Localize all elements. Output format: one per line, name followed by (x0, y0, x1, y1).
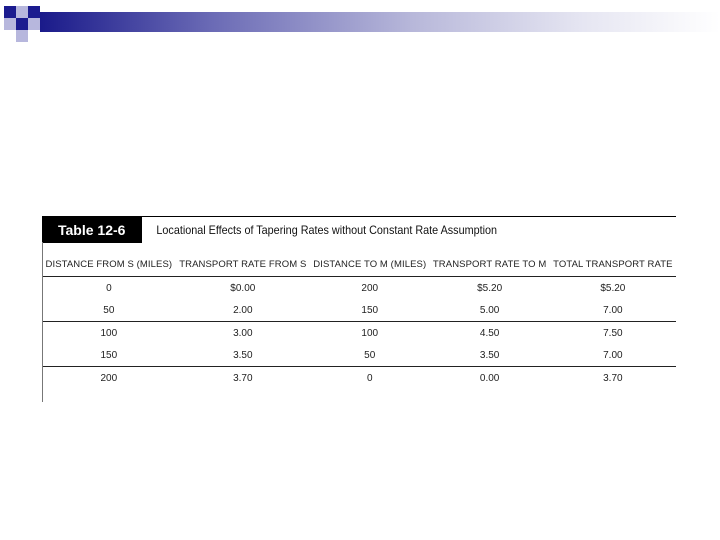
table-cell: 200 (361, 282, 379, 294)
table-cell: 100 (361, 327, 379, 339)
table-cell: 3.00 (233, 327, 253, 339)
table-cell: 50 (42, 299, 176, 322)
column-header: TOTAL TRANSPORT RATE (550, 255, 676, 277)
table-cell: 0 (366, 372, 373, 384)
column-header: DISTANCE FROM S (MILES) (42, 255, 176, 277)
table-cell: $5.20 (477, 282, 503, 294)
table-cell: 150 (310, 299, 430, 322)
decor-square-icon (28, 18, 40, 30)
decor-square-icon (28, 6, 40, 18)
table-cell: 3.70 (233, 372, 253, 384)
table-cell: 7.00 (550, 344, 676, 367)
table-title: Locational Effects of Tapering Rates without Constant Rate Assumption (156, 223, 498, 237)
table-cell: 5.00 (430, 299, 550, 322)
column-header: TRANSPORT RATE FROM S (176, 255, 310, 277)
decor-square-icon (16, 30, 28, 42)
decor-square-icon (16, 6, 28, 18)
table-cell: 3.50 (176, 344, 310, 367)
table-row (42, 277, 676, 300)
table-cell: 7.00 (550, 299, 676, 322)
table-cell: 2.00 (176, 299, 310, 322)
table-cell: 50 (310, 344, 430, 367)
table-number: Table 12-6 (42, 217, 142, 243)
data-table (42, 255, 676, 389)
table-row (42, 322, 676, 345)
table-figure (42, 216, 676, 402)
table-row (42, 367, 676, 390)
table-cell: 150 (42, 344, 176, 367)
table-cell: $5.20 (600, 282, 626, 294)
header-gradient-bar (40, 12, 720, 32)
table-cell: 0 (106, 282, 112, 294)
table-cell: 7.50 (603, 327, 623, 339)
table-cell: 4.50 (479, 327, 500, 339)
column-header: TRANSPORT RATE TO M (430, 255, 550, 277)
table-left-rule (42, 242, 43, 402)
table-cell: 3.50 (430, 344, 550, 367)
table-cell: 0.00 (479, 372, 500, 384)
table-cell: 200 (100, 372, 118, 384)
decor-square-icon (4, 18, 16, 30)
table-title-row (42, 216, 676, 243)
column-header: DISTANCE TO M (MILES) (310, 255, 430, 277)
decor-square-icon (4, 6, 16, 18)
table-header-row (42, 255, 676, 277)
table-row (42, 299, 676, 322)
decor-square-icon (16, 18, 28, 30)
table-cell: 100 (100, 327, 118, 339)
table-row (42, 344, 676, 367)
table-cell: 3.70 (603, 372, 623, 384)
table-cell: $0.00 (230, 282, 256, 294)
